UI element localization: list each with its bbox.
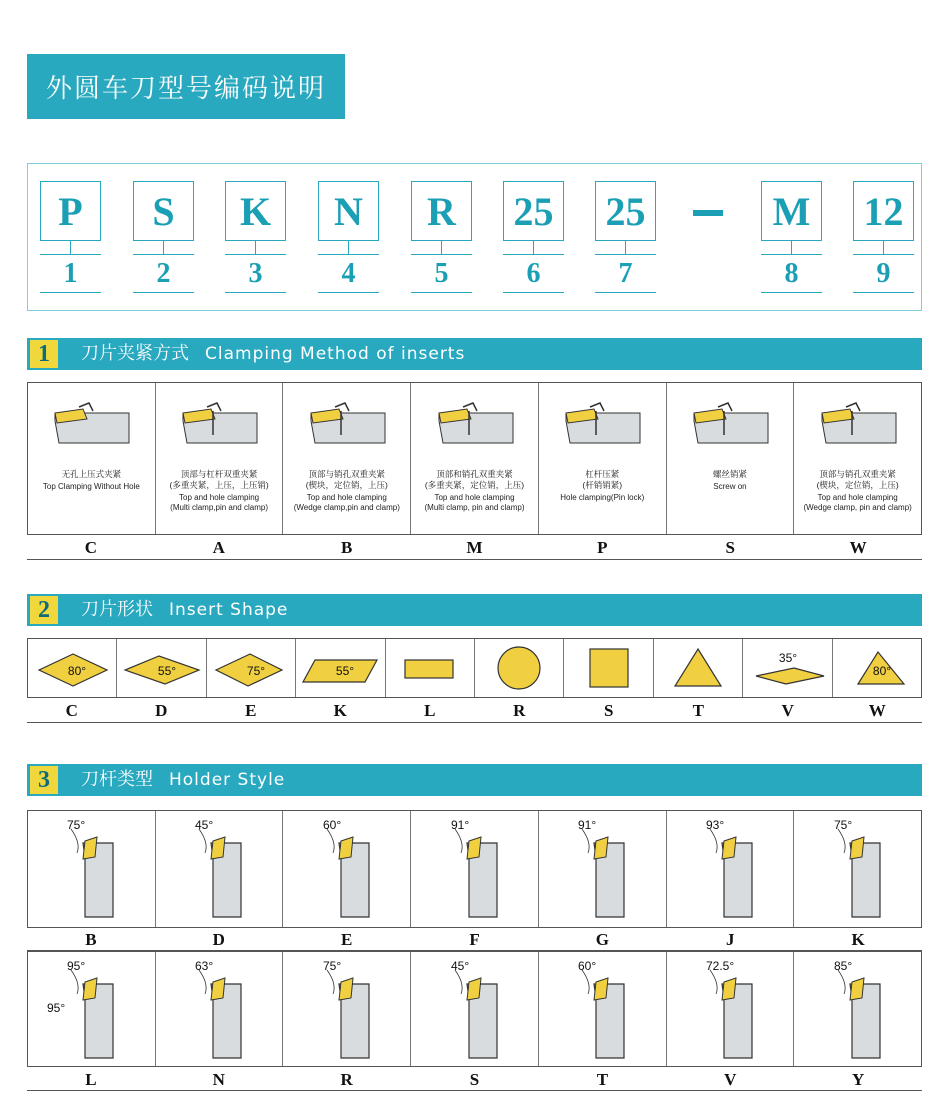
holder-diagram-b bbox=[41, 813, 141, 925]
shape-cell bbox=[207, 639, 296, 697]
shape-cell bbox=[475, 639, 564, 697]
clamping-diagram bbox=[41, 391, 141, 461]
holder-angle-label: 75° bbox=[67, 818, 86, 832]
holder-code: F bbox=[469, 930, 480, 949]
clamping-cell bbox=[411, 383, 539, 534]
clamping-description-cn: 顶部和销孔双重夹紧 (多重夹紧，定位销，上压) bbox=[424, 469, 525, 490]
shape-code: L bbox=[424, 701, 436, 720]
holder-angle-label: 45° bbox=[195, 818, 214, 832]
shape-cell bbox=[296, 639, 385, 697]
shape-code: R bbox=[513, 701, 526, 720]
holder-code: G bbox=[595, 930, 609, 949]
code-connector bbox=[625, 241, 626, 254]
clamping-code: P bbox=[597, 538, 608, 557]
shape-code: K bbox=[333, 701, 347, 720]
clamping-description-cn: 螺丝销紧 bbox=[712, 469, 747, 479]
holder-code: J bbox=[725, 930, 735, 949]
insert-shape-r bbox=[476, 640, 562, 696]
code-position-number: 2 bbox=[156, 258, 171, 289]
holder-code: S bbox=[469, 1070, 480, 1089]
shape-cell bbox=[28, 639, 117, 697]
section-1-title-en: Clamping Method of inserts bbox=[205, 344, 466, 364]
clamping-code: W bbox=[849, 538, 867, 557]
holder-code: N bbox=[212, 1070, 225, 1089]
code-underline bbox=[595, 292, 656, 293]
code-connector bbox=[441, 241, 442, 254]
holder-angle-label: 60° bbox=[322, 818, 341, 832]
clamping-cell bbox=[283, 383, 411, 534]
holder-cell bbox=[794, 811, 921, 927]
clamping-description-cn: 杠杆压紧 (杆销销紧) bbox=[582, 469, 623, 490]
clamping-description-en: Top Clamping Without Hole bbox=[42, 482, 140, 491]
holder-diagram-e bbox=[297, 813, 397, 925]
holder-code: Y bbox=[851, 1070, 865, 1089]
shape-cell bbox=[386, 639, 475, 697]
clamping-code: A bbox=[212, 538, 225, 557]
code-divider bbox=[853, 254, 914, 255]
shape-code: W bbox=[868, 701, 886, 720]
page-title: 外圆车刀型号编码说明 bbox=[27, 54, 345, 119]
section-3-title-cn: 刀杆类型 bbox=[81, 769, 153, 790]
holder-code: V bbox=[724, 1070, 737, 1089]
holder-angle-label: 60° bbox=[578, 959, 597, 973]
holder-code: D bbox=[212, 930, 225, 949]
clamping-diagram bbox=[297, 391, 397, 461]
holder-cell bbox=[28, 952, 156, 1066]
shape-code: C bbox=[65, 701, 78, 720]
code-position-number: 5 bbox=[434, 258, 449, 289]
holder-code: L bbox=[85, 1070, 97, 1089]
section-1-number: 1 bbox=[30, 340, 58, 368]
insert-shape-d bbox=[119, 640, 205, 696]
holder-diagram-g bbox=[552, 813, 652, 925]
holder-angle-label: 63° bbox=[195, 959, 214, 973]
clamping-diagram bbox=[808, 391, 908, 461]
code-position-number: 3 bbox=[248, 258, 263, 289]
code-letter-box: 25 bbox=[503, 181, 564, 241]
clamping-code: C bbox=[84, 538, 98, 557]
holder-cell bbox=[28, 811, 156, 927]
holder-cell bbox=[283, 952, 411, 1066]
clamping-diagram bbox=[552, 391, 652, 461]
insert-shape-k bbox=[297, 640, 383, 696]
clamping-cell bbox=[156, 383, 284, 534]
section-1-title-cn: 刀片夹紧方式 bbox=[81, 343, 189, 364]
section-2-title-cn: 刀片形状 bbox=[81, 599, 153, 620]
insert-angle-label: 55° bbox=[336, 664, 355, 678]
holder-cell bbox=[794, 952, 921, 1066]
clamping-description-cn: 无孔上压式夹紧 bbox=[61, 469, 122, 479]
clamping-diagram bbox=[680, 391, 780, 461]
section-2-number: 2 bbox=[30, 596, 58, 624]
section-3-number: 3 bbox=[30, 766, 58, 794]
code-connector bbox=[883, 241, 884, 254]
section-2-header bbox=[27, 594, 922, 626]
shape-grid bbox=[27, 638, 922, 697]
code-divider bbox=[133, 254, 194, 255]
section-1-header bbox=[27, 338, 922, 370]
holder-diagram-n bbox=[169, 954, 269, 1066]
clamping-description-en: Top and hole clamping (Multi clamp, pin and clamp) bbox=[424, 493, 525, 512]
insert-angle-label: 80° bbox=[872, 664, 891, 678]
holder-grid-row2 bbox=[27, 951, 922, 1066]
code-position-number: 1 bbox=[63, 258, 78, 289]
shape-code: V bbox=[781, 701, 794, 720]
holder-cell bbox=[667, 952, 795, 1066]
clamping-labels bbox=[27, 534, 922, 560]
holder-angle-label: 72.5° bbox=[705, 959, 735, 973]
holder-cell bbox=[667, 811, 795, 927]
shape-cell bbox=[743, 639, 832, 697]
clamping-description-en: Top and hole clamping (Wedge clamp,pin and clamp) bbox=[293, 493, 400, 512]
holder-diagram-t bbox=[552, 954, 652, 1066]
holder-code: E bbox=[340, 930, 353, 949]
code-letter-box: 12 bbox=[853, 181, 914, 241]
shape-cell bbox=[654, 639, 743, 697]
holder-cell bbox=[283, 811, 411, 927]
section-3-title-en: Holder Style bbox=[169, 770, 286, 790]
insert-shape-l bbox=[387, 640, 473, 696]
code-dash bbox=[693, 210, 723, 216]
clamping-code: B bbox=[340, 538, 353, 557]
code-underline bbox=[503, 292, 564, 293]
holder-angle-label: 93° bbox=[705, 818, 725, 832]
code-connector bbox=[255, 241, 256, 254]
code-position-number: 8 bbox=[784, 258, 799, 289]
holder-code: B bbox=[85, 930, 97, 949]
clamping-cell bbox=[667, 383, 795, 534]
code-underline bbox=[411, 292, 472, 293]
section-3-header bbox=[27, 764, 922, 796]
holder-angle-label-2: 95° bbox=[47, 1001, 66, 1015]
holder-diagram-r bbox=[297, 954, 397, 1066]
code-position-number: 4 bbox=[341, 258, 356, 289]
code-connector bbox=[70, 241, 71, 254]
code-letter-box: S bbox=[133, 181, 194, 241]
holder-angle-label: 85° bbox=[833, 959, 852, 973]
insert-shape-e bbox=[208, 640, 294, 696]
insert-angle-label: 75° bbox=[246, 664, 266, 678]
shape-cell bbox=[564, 639, 653, 697]
holder-diagram-v bbox=[680, 954, 780, 1066]
insert-shape-v bbox=[744, 640, 830, 696]
clamping-diagram bbox=[425, 391, 525, 461]
insert-angle-label: 55° bbox=[157, 664, 176, 678]
shape-code: D bbox=[155, 701, 168, 720]
code-underline bbox=[133, 292, 194, 293]
code-underline bbox=[225, 292, 286, 293]
shape-cell bbox=[117, 639, 206, 697]
clamping-diagram bbox=[169, 391, 269, 461]
holder-code: K bbox=[851, 930, 865, 949]
clamping-description-en: Hole clamping(Pin lock) bbox=[560, 493, 645, 502]
code-position-number: 6 bbox=[526, 258, 541, 289]
insert-angle-label: 80° bbox=[68, 664, 87, 678]
clamping-code: M bbox=[466, 538, 483, 557]
code-divider bbox=[318, 254, 379, 255]
code-letter-box: M bbox=[761, 181, 822, 241]
code-panel bbox=[27, 163, 922, 311]
holder-diagram-l bbox=[41, 954, 141, 1066]
code-letter-box: K bbox=[225, 181, 286, 241]
holder-diagram-d bbox=[169, 813, 269, 925]
shape-code: S bbox=[604, 701, 614, 720]
holder-diagram-j bbox=[680, 813, 780, 925]
holder-labels-row2 bbox=[27, 1066, 922, 1091]
clamping-description-en: Screw on bbox=[713, 482, 747, 491]
code-underline bbox=[318, 292, 379, 293]
insert-shape-w bbox=[834, 640, 920, 696]
insert-angle-label: 35° bbox=[779, 651, 798, 665]
code-connector bbox=[348, 241, 349, 254]
clamping-description-en: Top and hole clamping (Wedge clamp, pin and clamp) bbox=[803, 493, 912, 512]
holder-diagram-f bbox=[425, 813, 525, 925]
insert-shape-t bbox=[655, 640, 741, 696]
holder-cell bbox=[411, 811, 539, 927]
clamping-description-cn: 顶部与销孔双重夹紧 (楔块，定位销，上压) bbox=[305, 469, 388, 490]
holder-angle-label: 75° bbox=[833, 818, 852, 832]
clamping-grid bbox=[27, 382, 922, 534]
code-divider bbox=[761, 254, 822, 255]
holder-code: R bbox=[340, 1070, 353, 1089]
code-letter-box: P bbox=[40, 181, 101, 241]
holder-diagram-k bbox=[808, 813, 908, 925]
code-underline bbox=[853, 292, 914, 293]
insert-shape-s bbox=[566, 640, 652, 696]
clamping-cell bbox=[794, 383, 921, 534]
insert-shape-c bbox=[29, 640, 115, 696]
clamping-cell bbox=[539, 383, 667, 534]
code-connector bbox=[791, 241, 792, 254]
code-letter-box: 25 bbox=[595, 181, 656, 241]
holder-angle-label: 91° bbox=[450, 818, 469, 832]
code-divider bbox=[411, 254, 472, 255]
code-connector bbox=[163, 241, 164, 254]
holder-code: T bbox=[596, 1070, 609, 1089]
holder-diagram-s bbox=[425, 954, 525, 1066]
code-connector bbox=[533, 241, 534, 254]
code-divider bbox=[595, 254, 656, 255]
code-divider bbox=[225, 254, 286, 255]
clamping-description-en: Top and hole clamping (Multi clamp,pin and clamp) bbox=[170, 493, 268, 512]
shape-code: E bbox=[245, 701, 257, 720]
holder-angle-label: 45° bbox=[450, 959, 469, 973]
code-divider bbox=[503, 254, 564, 255]
shape-labels bbox=[27, 697, 922, 723]
clamping-description-cn: 顶部与销孔双重夹紧 (楔块，定位销，上压) bbox=[816, 469, 899, 490]
code-underline bbox=[40, 292, 101, 293]
section-2-title-en: Insert Shape bbox=[169, 600, 289, 620]
holder-cell bbox=[539, 952, 667, 1066]
code-divider bbox=[40, 254, 101, 255]
clamping-cell bbox=[28, 383, 156, 534]
code-letter-box: R bbox=[411, 181, 472, 241]
holder-cell bbox=[156, 952, 284, 1066]
holder-cell bbox=[411, 952, 539, 1066]
holder-cell bbox=[156, 811, 284, 927]
shape-cell bbox=[833, 639, 921, 697]
shape-code: T bbox=[692, 701, 704, 720]
holder-angle-label: 91° bbox=[578, 818, 597, 832]
clamping-code: S bbox=[725, 538, 735, 557]
code-letter-box: N bbox=[318, 181, 379, 241]
holder-angle-label: 95° bbox=[67, 959, 86, 973]
holder-angle-label: 75° bbox=[322, 959, 341, 973]
holder-grid-row1 bbox=[27, 810, 922, 927]
holder-cell bbox=[539, 811, 667, 927]
code-position-number: 9 bbox=[876, 258, 891, 289]
code-position-number: 7 bbox=[618, 258, 633, 289]
clamping-description-cn: 顶部与杠杆双重夹紧 (多重夹紧，上压，上压销) bbox=[169, 469, 269, 490]
holder-diagram-y bbox=[808, 954, 908, 1066]
holder-labels-row1 bbox=[27, 927, 922, 951]
code-underline bbox=[761, 292, 822, 293]
